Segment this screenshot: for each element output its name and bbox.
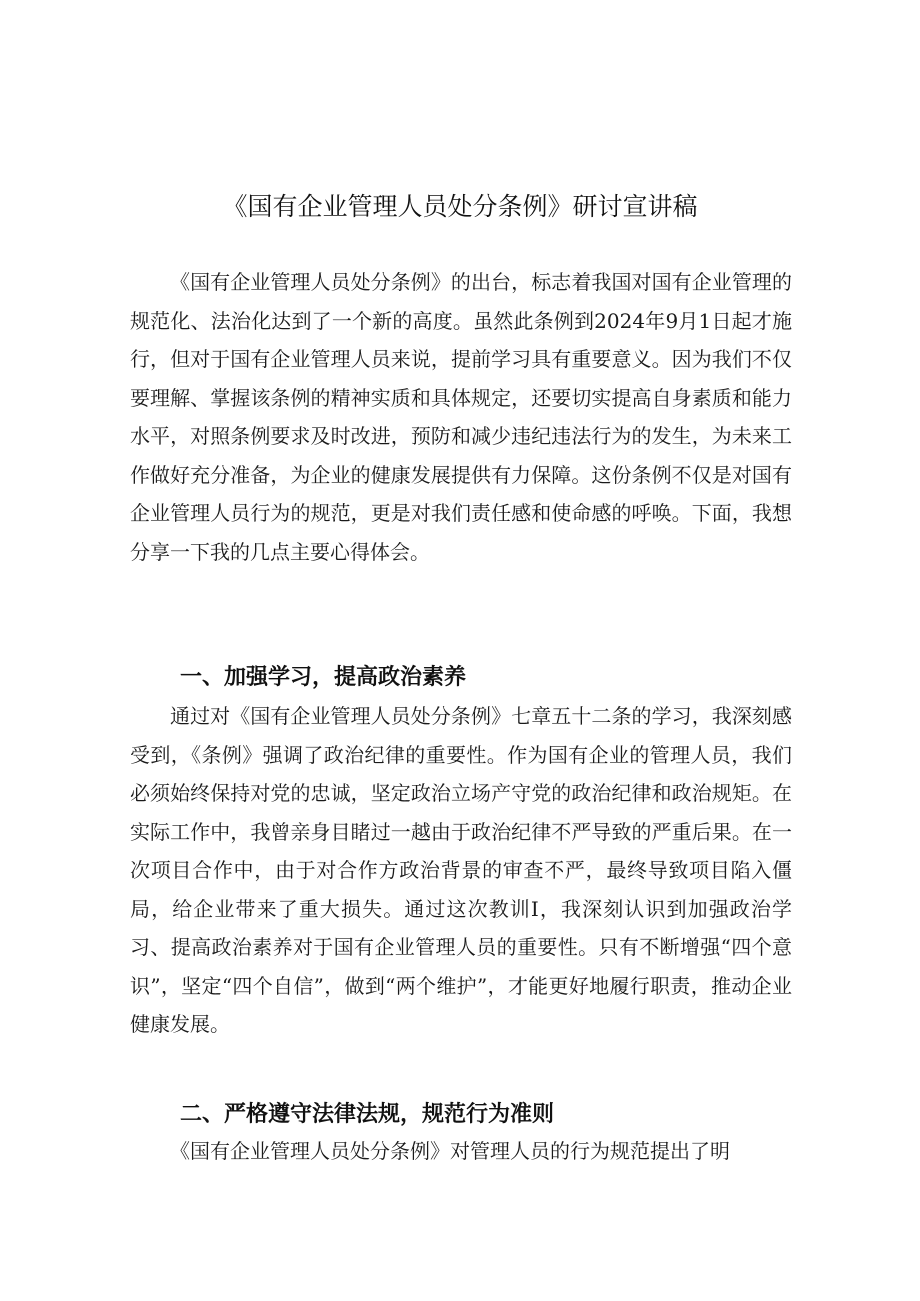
document-title: 《国有企业管理人员处分条例》研讨宣讲稿 xyxy=(222,191,698,221)
intro-paragraph: 《国有企业管理人员处分条例》的出台，标志着我国对国有企业管理的规范化、法治化达到了一个新的高度。虽然此条例到2024年9月1日起才施行，但对于国有企业管理人员来说，提前学习具有重要意义。因为我们不仅要理解、掌握该条例的精神实质和具体规定，还要切实提高自身素质和能力水平，对照条例要求及时改进，预防和减少违纪违法行为的发生，为未来工作做好充分准备，为企业的健康发展提供有力保障。这份条例不仅是对国有企业管理人员行为的规范，更是对我们责任感和使命感的呼唤。下面，我想分享一下我的几点主要心得体会。 xyxy=(130,270,792,564)
section-1-paragraph: 通过对《国有企业管理人员处分条例》七章五十二条的学习，我深刻感受到，《条例》强调了政治纪律的重要性。作为国有企业的管理人员，我们必须始终保持对党的忠诚，坚定政治立场产守党的政治纪律和政治规矩。在实际工作中，我曾亲身目睹过一越由于政治纪律不严导致的严重后果。在一次项目合作中，由于对合作方政治背景的审查不严，最终导致项目陷入僵局，给企业带来了重大损失。通过这次教训Ⅰ，我深刻认识到加强政治学习、提高政治素养对于国有企业管理人员的重要性。只有不断增强“四个意识”，坚定“四个自信”，做到“两个维护”，才能更好地履行职责，推动企业健康发展。 xyxy=(130,704,792,1036)
section-2-paragraph: 《国有企业管理人员处分条例》对管理人员的行为规范提出了明 xyxy=(170,1139,730,1163)
section-1-heading: 一、加强学习，提高政治素养 xyxy=(180,665,467,690)
section-2-heading: 二、严格遵守法律法规，规范行为准则 xyxy=(180,1102,555,1127)
